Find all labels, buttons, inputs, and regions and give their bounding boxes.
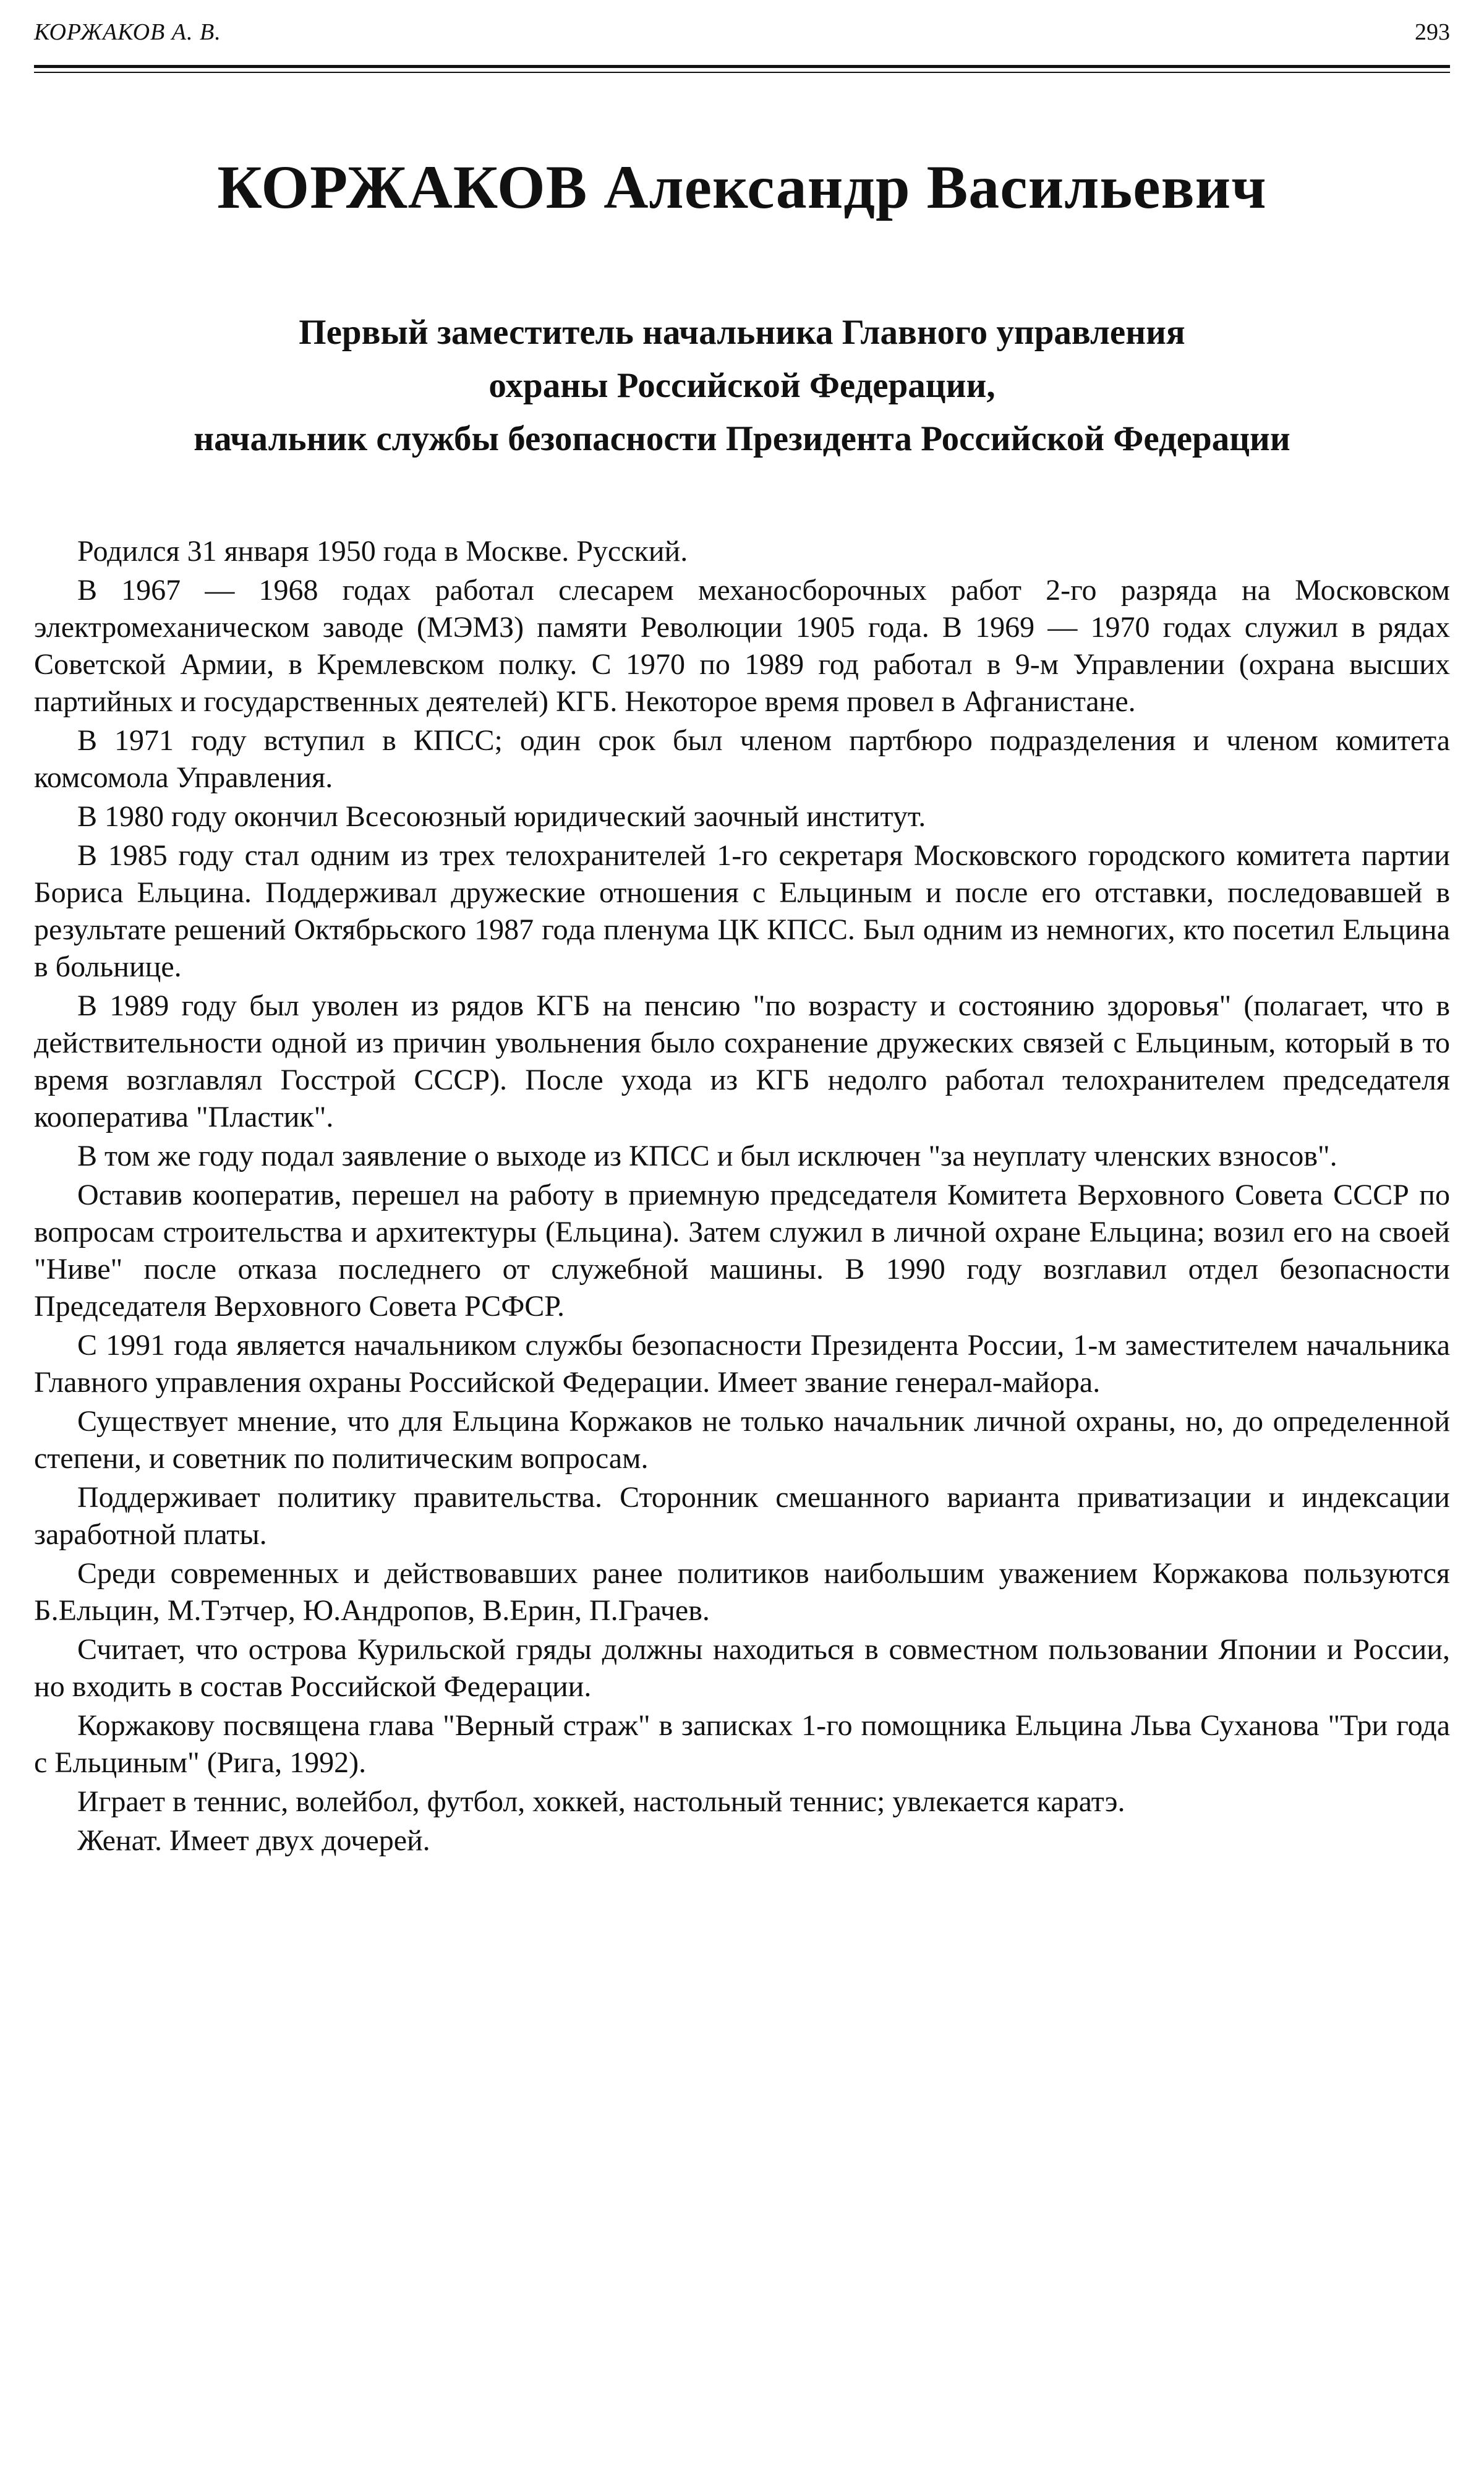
header-rule-thick bbox=[34, 65, 1450, 68]
paragraph: С 1991 года является начальником службы безопасности Президента России, 1-м заместителем начальника Главного управления охраны Российской Федерации. Имеет звание генерал-майора. bbox=[34, 1329, 1450, 1399]
subtitle-line: охраны Российской Федерации, bbox=[488, 366, 996, 405]
paragraph: Считает, что острова Курильской гряды должны находиться в совместном пользовании Японии и России, но входить в состав Российской Федерации. bbox=[34, 1633, 1450, 1703]
running-header bbox=[34, 19, 1450, 56]
paragraph: В 1980 году окончил Всесоюзный юридический заочный институт. bbox=[77, 800, 926, 833]
paragraph: В 1989 году был уволен из рядов КГБ на пенсию "по возрасту и состоянию здоровья" (полагает, что в действительности одной из причин увольнения было сохранение дружеских связей с Ельциным, который в то время возглавлял Госстрой СССР). После ухода из КГБ недолго работал телохранителем председателя кооператива "Пластик". bbox=[34, 989, 1450, 1133]
paragraph: Родился 31 января 1950 года в Москве. Русский. bbox=[77, 535, 688, 568]
paragraph: Существует мнение, что для Ельцина Коржаков не только начальник личной охраны, но, до определенной степени, и советник по политическим вопросам. bbox=[34, 1405, 1450, 1475]
paragraph: Среди современных и действовавших ранее политиков наибольшим уважением Коржакова пользуются Б.Ельцин, М.Тэтчер, Ю.Андропов, В.Ерин, П.Грачев. bbox=[34, 1557, 1450, 1627]
article-title: КОРЖАКОВ Александр Васильевич bbox=[217, 153, 1267, 221]
paragraph: В том же году подал заявление о выходе из КПСС и был исключен "за неуплату членских взносов". bbox=[77, 1140, 1337, 1172]
paragraph: Женат. Имеет двух дочерей. bbox=[77, 1824, 430, 1857]
page-number: 293 bbox=[1415, 19, 1450, 45]
paragraph: Коржакову посвящена глава "Верный страж" в записках 1-го помощника Ельцина Льва Суханова "Три года с Ельциным" (Рига, 1992). bbox=[34, 1709, 1450, 1779]
subtitle-line: Первый заместитель начальника Главного управления bbox=[299, 313, 1185, 352]
position-subtitle bbox=[62, 306, 1422, 466]
paragraph: Играет в теннис, волейбол, футбол, хоккей, настольный теннис; увлекается каратэ. bbox=[77, 1785, 1125, 1818]
paragraph: Поддерживает политику правительства. Сторонник смешанного варианта приватизации и индексации заработной платы. bbox=[34, 1481, 1450, 1551]
paragraph: В 1967 — 1968 годах работал слесарем механосборочных работ 2-го разряда на Московском электромеханическом заводе (МЭМЗ) памяти Революции 1905 года. В 1969 — 1970 годах служил в рядах Советской Армии, в Кремлевском полку. С 1970 по 1989 год работал в 9-м Управлении (охрана высших партийных и государственных деятелей) КГБ. Некоторое время провел в Афганистане. bbox=[34, 574, 1450, 718]
subtitle-line: начальник службы безопасности Президента Российской Федерации bbox=[194, 419, 1290, 458]
paragraph: Оставив кооператив, перешел на работу в приемную председателя Комитета Верховного Совета СССР по вопросам строительства и архитектуры (Ельцина). Затем служил в личной охране Ельцина; возил его на своей "Ниве" после отказа последнего от служебной машины. В 1990 году возглавил отдел безопасности Председателя Верховного Совета РСФСР. bbox=[34, 1179, 1450, 1323]
running-header-name: КОРЖАКОВ А. В. bbox=[34, 19, 221, 45]
paragraph: В 1985 году стал одним из трех телохранителей 1-го секретаря Московского городского комитета партии Бориса Ельцина. Поддерживал дружеские отношения с Ельциным и после его отставки, последовавшей в результате решений Октябрьского 1987 года пленума ЦК КПСС. Был одним из немногих, кто посетил Ельцина в больнице. bbox=[34, 839, 1450, 983]
paragraph: В 1971 году вступил в КПСС; один срок был членом партбюро подразделения и членом комитета комсомола Управления. bbox=[34, 724, 1450, 794]
header-rule-thin bbox=[34, 72, 1450, 73]
biography-text bbox=[34, 533, 1450, 1861]
